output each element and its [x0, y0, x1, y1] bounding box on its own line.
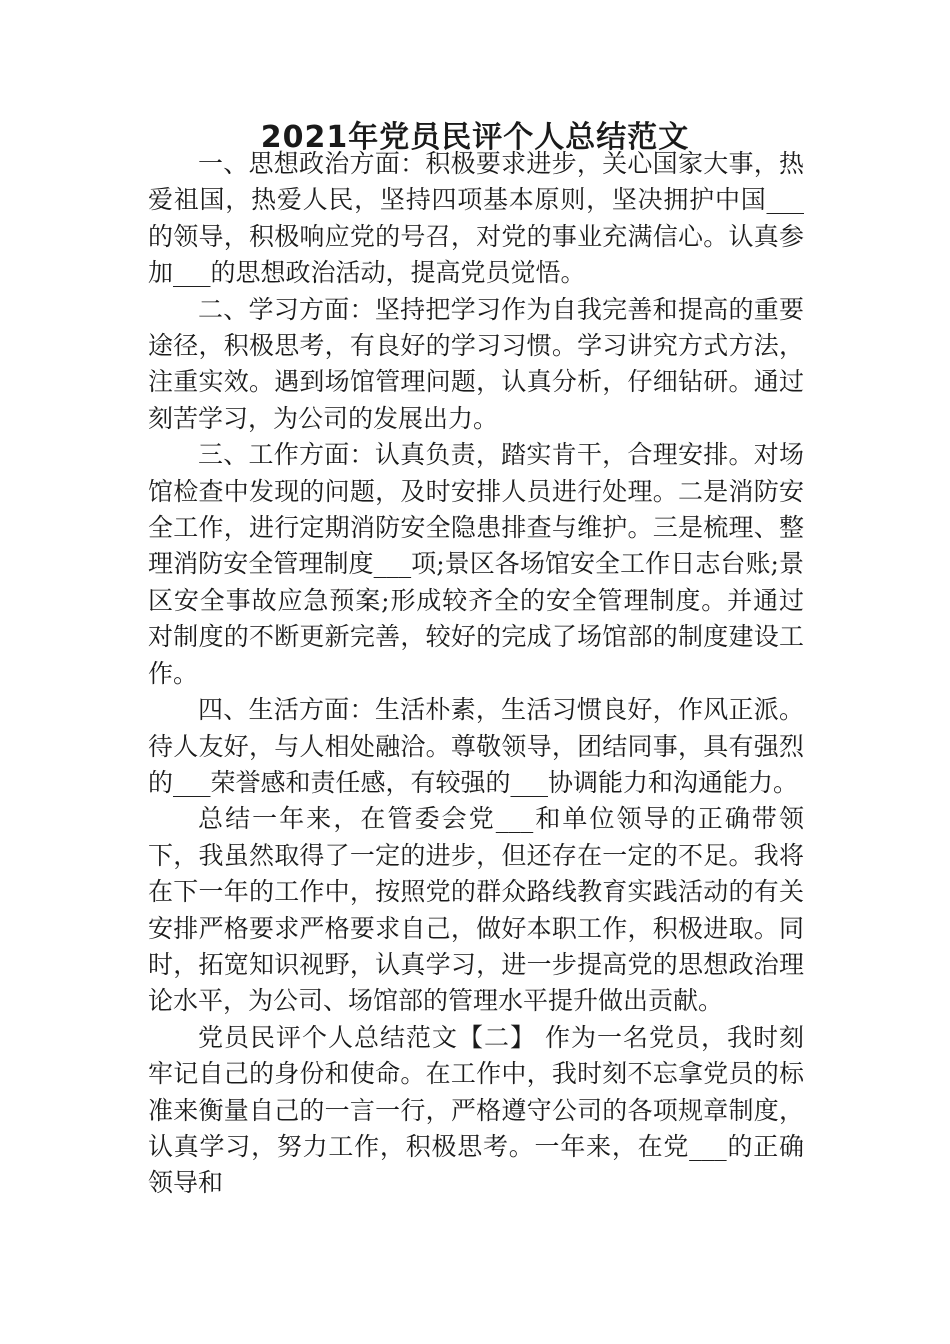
document-body — [148, 146, 804, 1202]
paragraph-ideology: 一、思想政治方面：积极要求进步，关心国家大事，热爱祖国，热爱人民，坚持四项基本原则，坚决拥护中国___的领导，积极响应党的号召，对党的事业充满信心。认真参加___的思想政治活动，提高党员觉悟。 — [148, 149, 804, 288]
paragraph-sample-two: 党员民评个人总结范文【二】 作为一名党员，我时刻牢记自己的身份和使命。在工作中，我时刻不忘拿党员的标准来衡量自己的一言一行，严格遵守公司的各项规章制度，认真学习，努力工作，积极思考。一年来，在党___的正确领导和 — [148, 1022, 804, 1198]
paragraph-life: 四、生活方面：生活朴素，生活习惯良好，作风正派。待人友好，与人相处融洽。尊敬领导，团结同事，具有强烈的___荣誉感和责任感，有较强的___协调能力和沟通能力。 — [148, 695, 804, 797]
document-title: 2021年党员民评个人总结范文 — [260, 120, 690, 155]
paragraph-summary: 总结一年来，在管委会党___和单位领导的正确带领下，我虽然取得了一定的进步，但还存在一定的不足。我将在下一年的工作中，按照党的群众路线教育实践活动的有关安排严格要求严格要求自己，做好本职工作，积极进取。同时，拓宽知识视野，认真学习，进一步提高党的思想政治理论水平，为公司、场馆部的管理水平提升做出贡献。 — [148, 804, 804, 1016]
paragraph-work: 三、工作方面：认真负责，踏实肯干，合理安排。对场馆检查中发现的问题，及时安排人员进行处理。二是消防安全工作，进行定期消防安全隐患排查与维护。三是梳理、整理消防安全管理制度___项;景区各场馆安全工作日志台账;景区安全事故应急预案;形成较齐全的安全管理制度。并通过对制度的不断更新完善，较好的完成了场馆部的制度建设工作。 — [148, 440, 804, 688]
paragraph-study: 二、学习方面：坚持把学习作为自我完善和提高的重要途径，积极思考，有良好的学习习惯。学习讲究方式方法，注重实效。遇到场馆管理问题，认真分析，仔细钻研。通过刻苦学习，为公司的发展出力。 — [148, 294, 804, 433]
